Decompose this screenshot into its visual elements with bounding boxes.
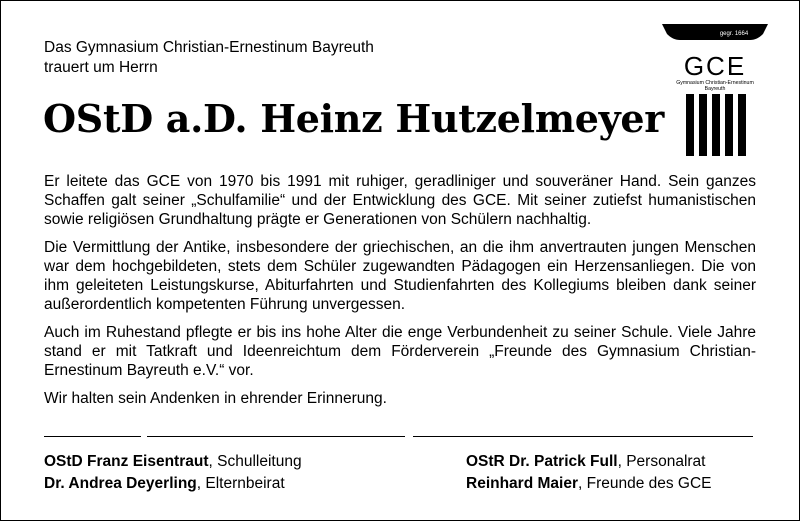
signatory-name: Dr. Andrea Deyerling <box>44 475 197 492</box>
intro-line-mourns: trauert um Herrn <box>44 59 158 76</box>
deceased-name: OStD a.D. Heinz Hutzelmeyer <box>43 96 664 141</box>
signature-line <box>147 436 405 437</box>
signatory-name: OStR Dr. Patrick Full <box>466 453 618 470</box>
notice-body <box>44 172 756 417</box>
intro-line-school: Das Gymnasium Christian-Ernestinum Bayreuth <box>44 39 374 56</box>
signatory-role: , Elternbeirat <box>196 475 285 492</box>
logo-city: Bayreuth <box>704 86 726 92</box>
signature-line <box>44 436 141 437</box>
signatory-role: , Schulleitung <box>208 453 302 470</box>
paragraph-remembrance: Wir halten sein Andenken in ehrender Erinnerung. <box>44 390 387 407</box>
paragraph-tenure: Er leitete das GCE von 1970 bis 1991 mit ruhiger, geradliniger und souveräner Hand. Sein ganzes Schaffen galt seiner „Schulfamilie“ und der Entwicklung des GCE. Mit seiner zutiefst humanistischen sowie religiösen Grundhaltung prägte er Generationen von Schülern nachhaltig. <box>44 173 756 228</box>
signatory-role: , Freunde des GCE <box>577 475 712 492</box>
signatory-name: Reinhard Maier <box>466 475 578 492</box>
intro-text <box>44 38 374 78</box>
signatory-name: OStD Franz Eisentraut <box>44 453 209 470</box>
logo-letters: GCE <box>683 51 747 81</box>
signatory <box>466 474 712 494</box>
paragraph-antiquity: Die Vermittlung der Antike, insbesondere der griechischen, an die ihm anvertrauten jungen Menschen war dem hochgebildeten, stets dem Schüler zugewandten Pädagogen ein Herzensanliegen. Die von ihm geleiteten Leistungskurse, Abiturfahrten und Studienfahrten des Kollegiums bleiben dank seiner außerordentlich kompetenten Führung unvergessen. <box>44 239 756 313</box>
signatory <box>44 474 285 494</box>
paragraph-retirement: Auch im Ruhestand pflegte er bis ins hohe Alter die enge Verbundenheit zu seiner Schule. Viele Jahre stand er mit Tatkraft und Ideenreichtum dem Förderverein „Freunde des Gymnasium Christian-Ernestinum Bayreuth e.V.“ vor. <box>44 324 756 379</box>
signatory <box>44 452 302 472</box>
school-logo <box>662 24 768 158</box>
signature-line <box>413 436 753 437</box>
signatory-role: , Personalrat <box>617 453 706 470</box>
logo-school-line: Gymnasium Christian-Ernestinum <box>676 80 754 86</box>
signatory <box>466 452 706 472</box>
logo-established: gegr. 1664 <box>719 31 749 37</box>
